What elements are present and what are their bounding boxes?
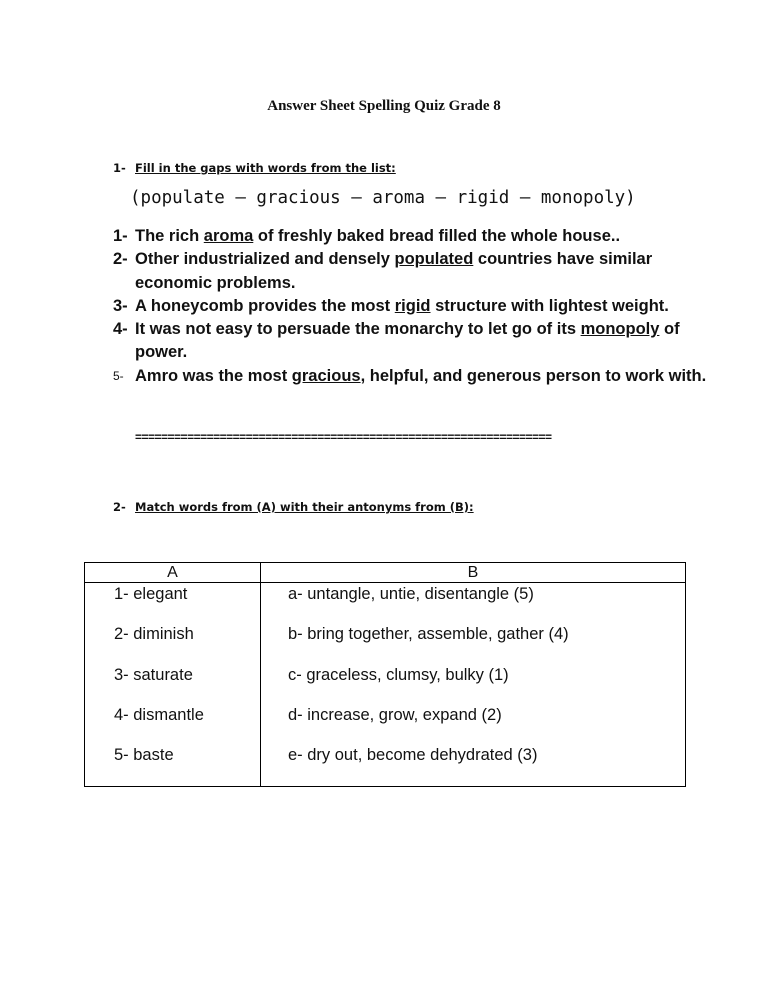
item-text-after: of freshly baked bread filled the whole house.. — [253, 227, 621, 245]
list-item: 4- dismantle — [114, 705, 204, 724]
item-text-before: It was not easy to persuade the monarchy to let go of its — [135, 320, 581, 339]
item-answer: rigid — [394, 296, 431, 315]
list-item: e- dry out, become dehydrated (3) — [288, 746, 538, 765]
page-title: Answer Sheet Spelling Quiz Grade 8 — [267, 98, 501, 114]
column-b-header: B — [261, 563, 686, 583]
list-item — [113, 365, 713, 388]
fill-in-items — [113, 225, 713, 388]
list-item: a- untangle, untie, disentangle (5) — [288, 585, 534, 603]
item-text — [135, 295, 669, 318]
section-2-number: 2- — [113, 500, 126, 514]
item-answer: populated — [394, 250, 474, 269]
item-number: 4- — [113, 320, 128, 339]
item-text-before: Amro was the most — [135, 366, 292, 385]
item-number: 2- — [113, 250, 128, 269]
item-number: 3- — [113, 296, 128, 315]
list-item: 3- saturate — [114, 665, 193, 684]
section-1-heading — [113, 161, 396, 175]
column-a-cell — [85, 583, 261, 787]
item-text-after: , helpful, and generous person to work with. — [360, 366, 707, 385]
list-item — [113, 248, 713, 295]
item-answer: monopoly — [580, 320, 660, 339]
list-item: b- bring together, assemble, gather (4) — [288, 625, 569, 644]
word-list: (populate – gracious – aroma – rigid – monopoly) — [130, 188, 636, 208]
section-2-heading — [113, 500, 474, 514]
item-number: 1- — [113, 227, 128, 245]
item-text-before: The rich — [135, 227, 204, 245]
item-text-after: structure with lightest weight. — [430, 296, 669, 315]
matching-table — [84, 562, 686, 787]
list-item: d- increase, grow, expand (2) — [288, 705, 502, 724]
separator-line: ================================================================ — [135, 430, 552, 444]
table-header-row — [85, 563, 686, 583]
item-text-after: of power. — [135, 320, 680, 362]
table-row — [85, 583, 686, 787]
list-item: c- graceless, clumsy, bulky (1) — [288, 665, 509, 684]
list-item: 2- diminish — [114, 625, 194, 644]
section-1-number: 1- — [113, 161, 126, 175]
item-text — [135, 225, 620, 248]
list-item — [113, 225, 713, 248]
item-answer: aroma — [203, 227, 254, 245]
section-2-heading-text: Match words from (A) with their antonyms from (B): — [135, 500, 474, 514]
item-text — [135, 248, 713, 295]
item-number: 5- — [113, 368, 124, 383]
section-1-heading-text: Fill in the gaps with words from the list: — [135, 161, 396, 175]
item-text — [135, 365, 706, 388]
item-answer: gracious — [291, 366, 361, 385]
column-b-cell — [261, 583, 686, 787]
item-text — [135, 318, 713, 365]
item-text-before: A honeycomb provides the most — [135, 296, 395, 315]
column-a-list — [85, 583, 260, 786]
column-a-header: A — [85, 563, 261, 583]
item-text-after: countries have similar economic problems. — [135, 250, 653, 292]
list-item: 1- elegant — [114, 585, 188, 603]
column-b-list — [261, 583, 685, 786]
item-text-before: Other industrialized and densely — [135, 250, 395, 269]
list-item — [113, 318, 713, 365]
list-item — [113, 295, 713, 318]
list-item: 5- baste — [114, 746, 174, 765]
